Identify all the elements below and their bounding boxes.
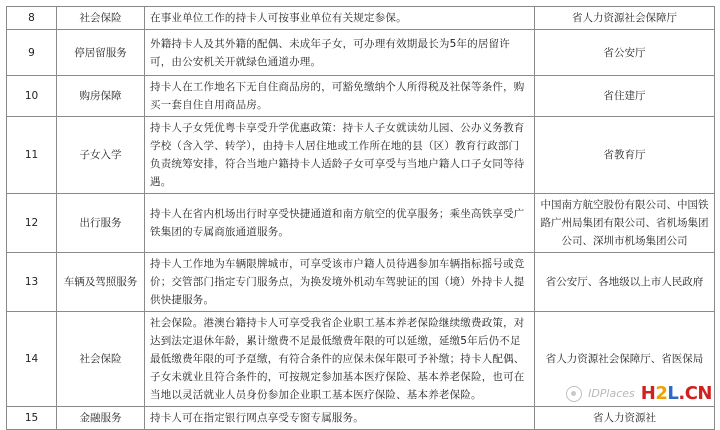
row-department: 省公安厅、各地级以上市人民政府: [535, 253, 715, 312]
table-row: [7, 7, 715, 30]
watermark-faint-text: IDPlaces: [588, 387, 635, 400]
row-content: 持卡人在省内机场出行时享受快捷通道和南方航空的优享服务；乘坐高铁享受广铁集团的专属商旅通道服务。: [145, 194, 535, 253]
row-content: 持卡人工作地为车辆限牌城市，可享受该市户籍人员待遇参加车辆指标摇号或竞价；交管部门指定专门服务点，为换发境外机动车驾驶证的国（境）外持卡人提供快捷服务。: [145, 253, 535, 312]
row-content: 持卡人子女凭优粤卡享受升学优惠政策：持卡人子女就读幼儿园、公办义务教育学校（含入学、转学），由持卡人居住地或工作所在地的县（区）教育行政部门负责统筹安排，符合当地户籍持卡人适龄子女可享受与当地户籍人口子女同等待遇。: [145, 117, 535, 194]
row-number: 12: [7, 194, 57, 253]
table-row: [7, 117, 715, 194]
brand-2: 2: [655, 383, 668, 404]
row-department: 省人力资源社: [535, 407, 715, 430]
row-item: 停居留服务: [57, 30, 145, 76]
brand-cn: .CN: [678, 383, 712, 404]
row-content: 在事业单位工作的持卡人可按事业单位有关规定参保。: [145, 7, 535, 30]
row-content: 社会保险。港澳台籍持卡人可享受我省企业职工基本养老保险继续缴费政策，对达到法定退休年龄，累计缴费不足最低缴费年限的可以延缴，延缴5年后仍不足最低缴费年限的可予趸缴，有符合条件的应保未保年限可予补缴；持卡人配偶、子女未就业且符合条件的，可按规定参加基本医疗保险、基本养老保险，也可在当地以灵活就业人员身份参加企业职工基本医疗保险、基本养老保险。: [145, 312, 535, 407]
row-item: 社会保险: [57, 7, 145, 30]
row-item: 出行服务: [57, 194, 145, 253]
row-item: 子女入学: [57, 117, 145, 194]
row-number: 14: [7, 312, 57, 407]
row-department: 省人力资源社会保障厅、省医保局: [535, 312, 715, 407]
row-department: 省住建厅: [535, 76, 715, 117]
row-content: 持卡人可在指定银行网点享受专窗专属服务。: [145, 407, 535, 430]
row-number: 15: [7, 407, 57, 430]
table-row: [7, 194, 715, 253]
brand-h: H: [640, 383, 656, 404]
row-department: 省人力资源社会保障厅: [535, 7, 715, 30]
row-item: 车辆及驾照服务: [57, 253, 145, 312]
table-row: [7, 407, 715, 430]
row-number: 11: [7, 117, 57, 194]
row-item: 购房保障: [57, 76, 145, 117]
watermark-brand: [641, 383, 712, 404]
row-content: 持卡人在工作地名下无自住商品房的，可豁免缴纳个人所得税及社保等条件，购买一套自住自用商品房。: [145, 76, 535, 117]
row-department: 中国南方航空股份有限公司、中国铁路广州局集团有限公司、省机场集团公司、深圳市机场集团公司: [535, 194, 715, 253]
row-number: 8: [7, 7, 57, 30]
table-row: [7, 76, 715, 117]
row-number: 9: [7, 30, 57, 76]
row-item: 金融服务: [57, 407, 145, 430]
row-department: 省公安厅: [535, 30, 715, 76]
table-row: [7, 253, 715, 312]
row-item: 社会保险: [57, 312, 145, 407]
policy-table: [6, 6, 715, 430]
row-number: 10: [7, 76, 57, 117]
table-row: [7, 30, 715, 76]
watermark: [566, 383, 712, 404]
row-number: 13: [7, 253, 57, 312]
wechat-icon: [566, 386, 582, 402]
brand-l: L: [667, 383, 679, 404]
row-content: 外籍持卡人及其外籍的配偶、未成年子女，可办理有效期最长为5年的居留许可，由公安机关开就绿色通道办理。: [145, 30, 535, 76]
row-department: 省教育厅: [535, 117, 715, 194]
